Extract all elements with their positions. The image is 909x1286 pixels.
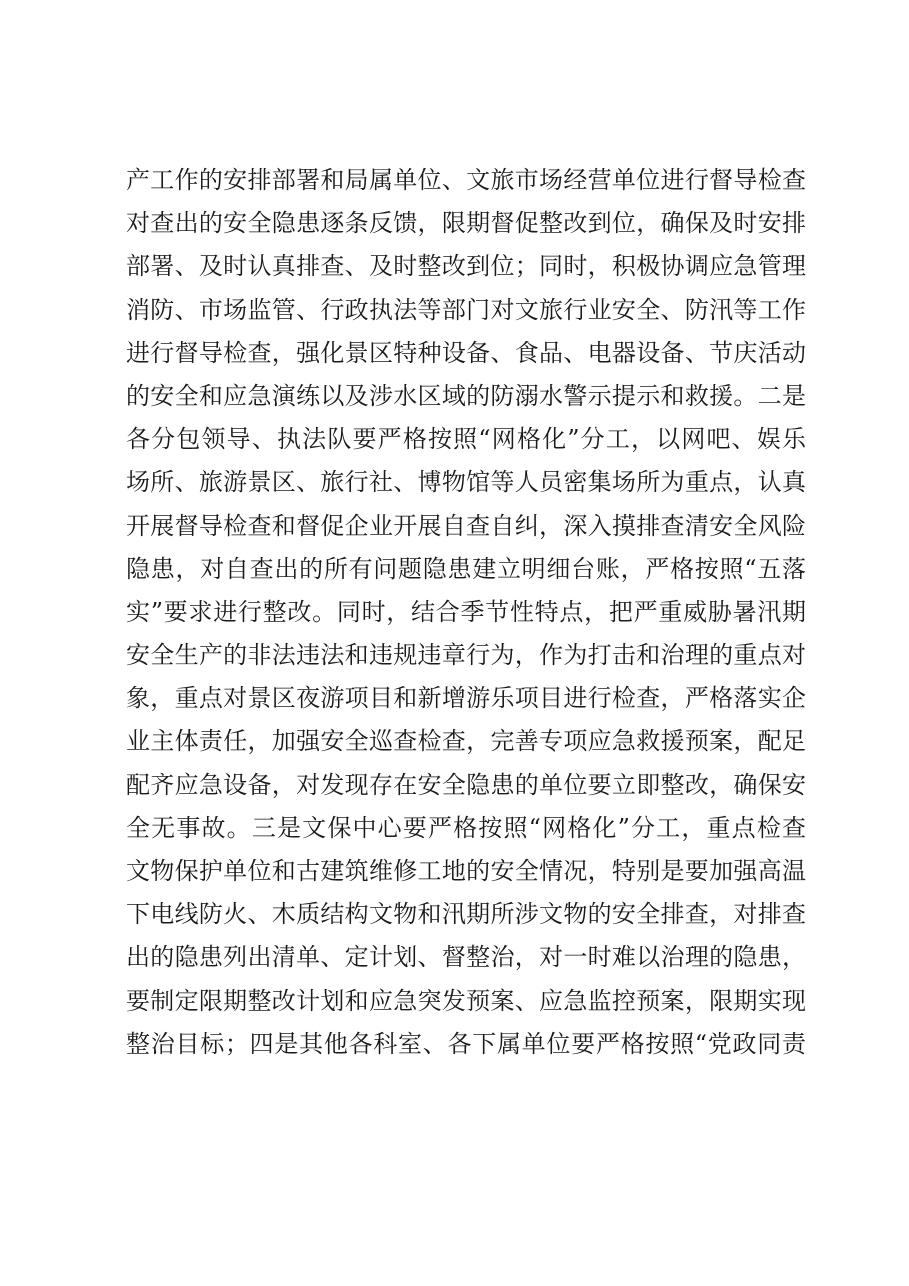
text-line-7: 各分包领导、执法队要严格按照“网格化”分工，以网吧、娱乐 (126, 425, 806, 454)
body-paragraph (126, 159, 806, 1066)
text-line-17: 文物保护单位和古建筑维修工地的安全情况，特别是要加强高温 (126, 857, 806, 885)
text-line-15: 配齐应急设备，对发现存在安全隐患的单位要立即整改，确保安 (126, 770, 806, 799)
text-line-16: 全无事故。三是文保中心要严格按照“网格化”分工，重点检查 (126, 813, 806, 842)
text-line-13: 象，重点对景区夜游项目和新增游乐项目进行检查，严格落实企 (126, 684, 806, 713)
text-line-11: 实”要求进行整改。同时，结合季节性特点，把严重威胁暑汛期 (126, 597, 806, 626)
text-line-1: 产工作的安排部署和局属单位、文旅市场经营单位进行督导检查 (126, 166, 806, 194)
text-line-14: 业主体责任，加强安全巡查检查，完善专项应急救援预案，配足 (126, 727, 806, 756)
text-line-4: 消防、市场监管、行政执法等部门对文旅行业安全、防汛等工作 (126, 295, 806, 324)
text-line-5: 进行督导检查，强化景区特种设备、食品、电器设备、节庆活动 (126, 338, 806, 367)
text-line-9: 开展督导检查和督促企业开展自查自纠，深入摸排查清安全风险 (126, 511, 806, 540)
text-line-19: 出的隐患列出清单、定计划、督整治，对一时难以治理的隐患， (126, 943, 806, 972)
text-line-3: 部署、及时认真排查、及时整改到位；同时，积极协调应急管理 (126, 252, 806, 281)
text-line-21: 整治目标；四是其他各科室、各下属单位要严格按照“党政同责 (126, 1029, 806, 1058)
text-line-12: 安全生产的非法违法和违规违章行为，作为打击和治理的重点对 (126, 641, 806, 670)
text-line-10: 隐患，对自查出的所有问题隐患建立明细台账，严格按照“五落 (126, 554, 806, 583)
text-line-20: 要制定限期整改计划和应急突发预案、应急监控预案，限期实现 (126, 986, 806, 1015)
text-line-2: 对查出的安全隐患逐条反馈，限期督促整改到位，确保及时安排 (126, 209, 806, 238)
text-line-6: 的安全和应急演练以及涉水区域的防溺水警示提示和救援。二是 (126, 381, 806, 410)
text-line-8: 场所、旅游景区、旅行社、博物馆等人员密集场所为重点，认真 (126, 468, 806, 497)
text-line-18: 下电线防火、木质结构文物和汛期所涉文物的安全排查，对排查 (126, 900, 806, 929)
